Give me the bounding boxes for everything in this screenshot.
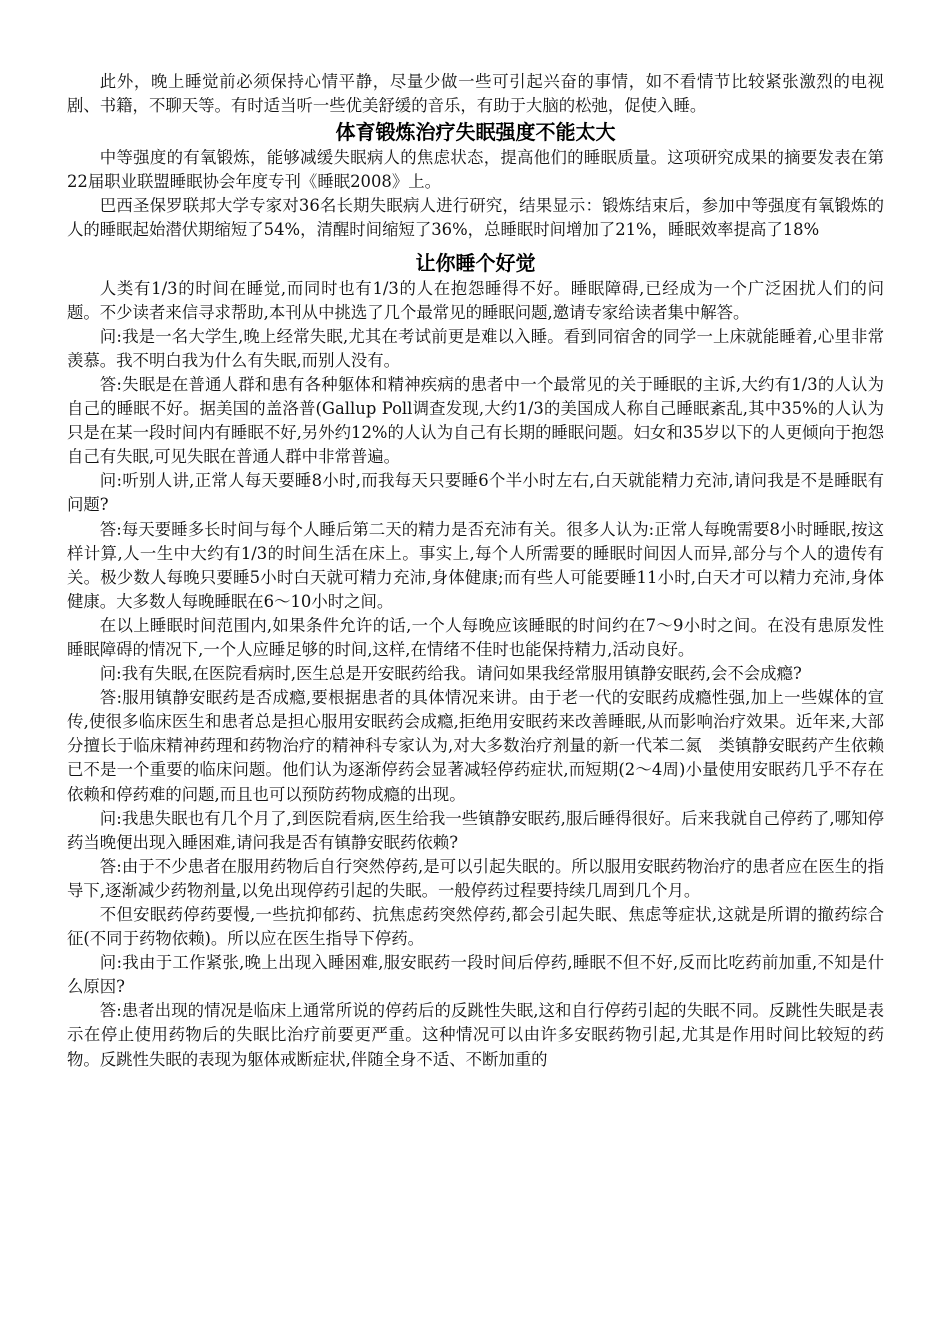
answer-4-continued: 不但安眠药停药要慢,一些抗抑郁药、抗焦虑药突然停药,都会引起失眠、焦虑等症状,这就是所谓的撤药综合征(不同于药物依赖)。所以应在医生指导下停药。 bbox=[67, 905, 884, 949]
answer-2-continued: 在以上睡眠时间范围内,如果条件允许的话,一个人每晚应该睡眠的时间约在7～9小时之间。在没有患原发性睡眠障碍的情况下,一个人应睡足够的时间,这样,在情绪不佳时也能保持精力,活动良好。 bbox=[67, 615, 884, 659]
question-3: 问:我有失眠,在医院看病时,医生总是开安眠药给我。请问如果我经常服用镇静安眠药,会不会成瘾? bbox=[99, 664, 802, 684]
sleep-paragraph-intro: 人类有1/3的时间在睡觉,而同时也有1/3的人在抱怨睡得不好。睡眠障碍,已经成为一个广泛困扰人们的问题。不少读者来信寻求帮助,本刊从中挑选了几个最常见的睡眠问题,邀请专家给读者集中解答。 bbox=[67, 278, 884, 322]
question-4: 问:我患失眠也有几个月了,到医院看病,医生给我一些镇静安眠药,服后睡得很好。后来我就自己停药了,哪知停药当晚便出现入睡困难,请问我是否有镇静安眠药依赖? bbox=[67, 808, 884, 852]
question-5: 问:我由于工作紧张,晚上出现入睡困难,服安眠药一段时间后停药,睡眠不但不好,反而比吃药前加重,不知是什么原因? bbox=[67, 953, 884, 997]
answer-3: 答:服用镇静安眠药是否成瘾,要根据患者的具体情况来讲。由于老一代的安眠药成瘾性强,加上一些媒体的宣传,使很多临床医生和患者总是担心服用安眠药会成瘾,拒绝用安眠药来改善睡眠,从而影响治疗效果。近年来,大部分擅长于临床精神药理和药物治疗的精神科专家认为,对大多数治疗剂量的新一代苯二氮 类镇静安眠药产生依赖已不是一个重要的临床问题。他们认为逐渐停药会显著减轻停药症状,而短期(2～4周)小量使用安眠药几乎不存在依赖和停药难的问题,而且也可以预防药物成瘾的出现。 bbox=[67, 688, 884, 804]
exercise-paragraph-2: 巴西圣保罗联邦大学专家对36名长期失眠病人进行研究，结果显示：锻炼结束后，参加中等强度有氧锻炼的人的睡眠起始潜伏期缩短了54%，清醒时间缩短了36%，总睡眠时间增加了21%，睡眠效率提高了18% bbox=[67, 196, 884, 240]
section-heading-sleep-well: 让你睡个好觉 bbox=[415, 250, 536, 275]
answer-4: 答:由于不少患者在服用药物后自行突然停药,是可以引起失眠的。所以服用安眠药物治疗的患者应在医生的指导下,逐渐减少药物剂量,以免出现停药引起的失眠。一般停药过程要持续几周到几个月。 bbox=[67, 856, 884, 900]
exercise-paragraph-1: 中等强度的有氧锻炼，能够减缓失眠病人的焦虑状态，提高他们的睡眠质量。这项研究成果的摘要发表在第22届职业联盟睡眠协会年度专刊《睡眠2008》上。 bbox=[67, 148, 884, 192]
answer-2: 答:每天要睡多长时间与每个人睡后第二天的精力是否充沛有关。很多人认为:正常人每晚需要8小时睡眠,按这样计算,人一生中大约有1/3的时间生活在床上。事实上,每个人所需要的睡眠时间因人而异,部分与个人的遗传有关。极少数人每晚只要睡5小时白天就可精力充沛,身体健康;而有些人可能要睡11小时,白天才可以精力充沛,身体健康。大多数人每晚睡眠在6～10小时之间。 bbox=[67, 519, 884, 611]
intro-paragraph: 此外，晚上睡觉前必须保持心情平静，尽量少做一些可引起兴奋的事情，如不看情节比较紧张激烈的电视剧、书籍，不聊天等。有时适当听一些优美舒缓的音乐，有助于大脑的松弛，促使入睡。 bbox=[67, 72, 884, 116]
question-1: 问:我是一名大学生,晚上经常失眠,尤其在考试前更是难以入睡。看到同宿舍的同学一上床就能睡着,心里非常羡慕。我不明白我为什么有失眠,而别人没有。 bbox=[67, 326, 884, 370]
question-2: 问:听别人讲,正常人每天要睡8小时,而我每天只要睡6个半小时左右,白天就能精力充沛,请问我是不是睡眠有问题? bbox=[67, 471, 884, 515]
answer-5: 答:患者出现的情况是临床上通常所说的停药后的反跳性失眠,这和自行停药引起的失眠不同。反跳性失眠是表示在停止使用药物后的失眠比治疗前要更严重。这种情况可以由许多安眠药物引起,尤其是作用时间比较短的药物。反跳性失眠的表现为躯体戒断症状,伴随全身不适、不断加重的 bbox=[67, 1001, 884, 1069]
answer-1: 答:失眠是在普通人群和患有各种躯体和精神疾病的患者中一个最常见的关于睡眠的主诉,大约有1/3的人认为自己的睡眠不好。据美国的盖洛普(Gallup Poll调查发现,大约1/3的美国成人称自己睡眠紊乱,其中35%的人认为只是在某一段时间内有睡眠不好,另外约12%的人认为自己有长期的睡眠问题。妇女和35岁以下的人更倾向于抱怨自己有失眠,可见失眠在普通人群中非常普遍。 bbox=[67, 374, 884, 467]
section-heading-exercise: 体育锻炼治疗失眠强度不能太大 bbox=[335, 120, 616, 145]
document-page bbox=[67, 70, 884, 1072]
